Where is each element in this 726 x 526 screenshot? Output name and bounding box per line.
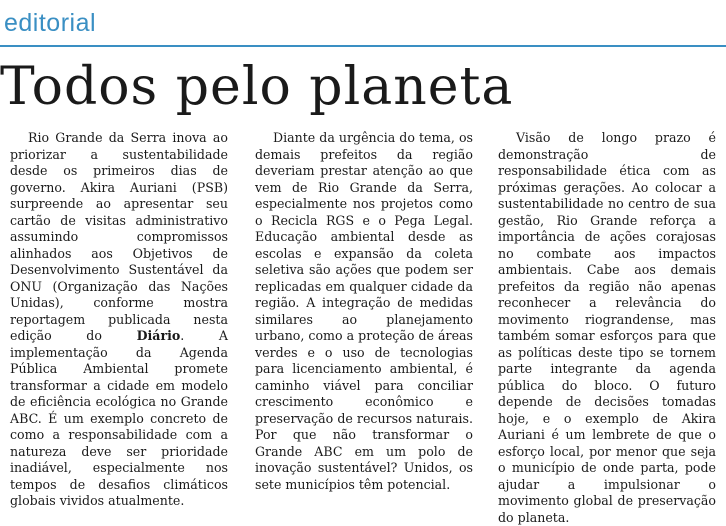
section-label: editorial <box>4 9 97 37</box>
column-1-paragraph <box>10 130 228 510</box>
newspaper-name: Diário <box>136 328 181 343</box>
article-column-2 <box>255 130 473 493</box>
column-1-text-end: . A implementação da Agenda Pública Ambiental promete transformar a cidade em modelo de eficiência ecológica no Grande ABC. É um exemplo concreto de como a responsabilidade com a natureza deve ser prioridade inadiável, especialmente nos tempos de desafios climáticos globais vividos atualmente. <box>10 328 228 508</box>
column-1-text: Rio Grande da Serra inova ao priorizar a sustentabilidade desde os primeiros dias de governo. Akira Auriani (PSB) surpreende ao apresentar seu cartão de visitas administrativo assumindo compromissos alinhados aos Objetivos de Desenvolvimento Sustentável da ONU (Organização das Nações Unidas), conforme mostra reportagem publicada nesta edição do <box>10 130 228 343</box>
column-3-paragraph: Visão de longo prazo é demonstração de responsabilidade ética com as próximas gerações. Ao colocar a sustentabilidade no centro de sua gestão, Rio Grande reforça a importância de ações corajosas no combate aos impactos ambientais. Cabe aos demais prefeitos da região não apenas reconhecer a relevância do movimento riograndense, mas também somar esforços para que as políticas deste tipo se tornem parte integrante da agenda pública do bloco. O futuro depende de decisões tomadas hoje, e o exemplo de Akira Auriani é um lembrete de que o esforço local, por menor que seja o município de onde parta, pode ajudar a impulsionar o movimento global de preservação do planeta. <box>498 130 716 525</box>
section-rule <box>0 45 726 47</box>
headline: Todos pelo planeta <box>0 57 514 117</box>
column-2-paragraph: Diante da urgência do tema, os demais prefeitos da região deveriam prestar atenção ao que vem de Rio Grande da Serra, especialmente nos projetos como o Recicla RGS e o Pega Legal. Educação ambiental desde as escolas e expansão da coleta seletiva são ações que podem ser replicadas em qualquer cidade da região. A integração de medidas similares ao planejamento urbano, como a proteção de áreas verdes e o uso de tecnologias para licenciamento ambiental, é caminho viável para conciliar crescimento econômico e preservação de recursos naturais. Por que não transformar o Grande ABC em um polo de inovação sustentável? Unidos, os sete municípios têm potencial. <box>255 130 473 492</box>
article-column-3 <box>498 130 716 526</box>
article-column-1 <box>10 130 228 510</box>
